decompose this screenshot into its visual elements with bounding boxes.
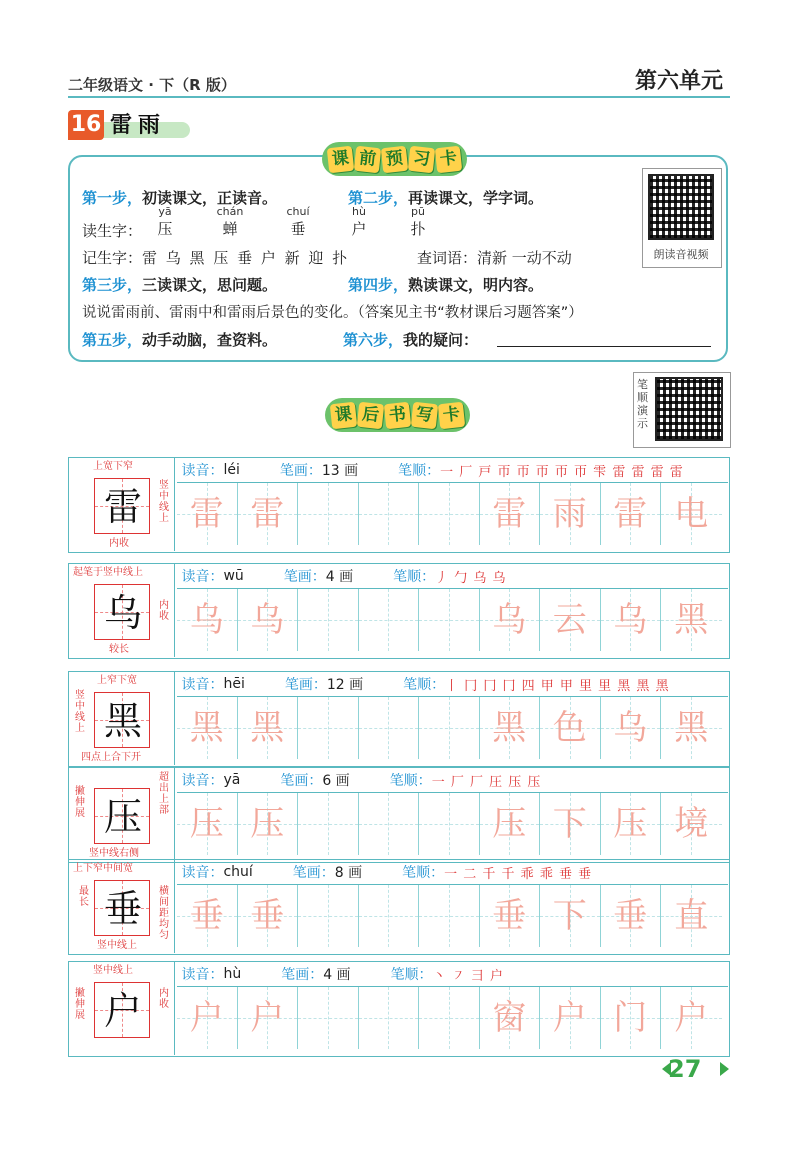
practice-cell[interactable] xyxy=(540,589,601,651)
read-char-1 xyxy=(150,205,180,239)
trace-character: 黑 xyxy=(189,708,224,748)
trace-character: 垂 xyxy=(250,896,285,936)
reading-label: 读音： xyxy=(177,773,224,789)
model-character: 乌 xyxy=(103,591,142,635)
practice-area xyxy=(177,962,728,1049)
model-character-cell xyxy=(69,768,175,861)
practice-cell[interactable] xyxy=(601,885,662,947)
practice-cells xyxy=(177,589,728,651)
writing-tip: 上宽下窄 xyxy=(93,461,133,472)
strokes-label: 笔画： xyxy=(283,569,326,585)
writing-row xyxy=(68,767,730,863)
stroke-count: 13 画 xyxy=(321,463,359,479)
pinyin: hù xyxy=(352,205,366,218)
reading-label: 读音： xyxy=(177,569,224,585)
reading-label: 读音： xyxy=(177,967,224,983)
strokes-label: 笔画： xyxy=(281,967,324,983)
practice-cell[interactable] xyxy=(298,697,359,759)
writing-tip: 内收 xyxy=(159,988,169,1010)
character-info xyxy=(177,564,728,589)
practice-cell[interactable] xyxy=(480,697,541,759)
trace-character: 雷 xyxy=(250,494,285,534)
writing-row xyxy=(68,671,730,767)
trace-character: 压 xyxy=(492,804,527,844)
practice-cell[interactable] xyxy=(298,793,359,855)
writing-tip: 内收 xyxy=(159,600,169,622)
writing-card-badge xyxy=(325,398,470,432)
tian-grid-box xyxy=(94,982,150,1038)
read-char: 扑 xyxy=(410,220,426,238)
stroke-order: 丨 冂 冂 冂 四 甲 甲 里 里 黑 黑 黑 xyxy=(445,678,670,694)
order-label: 笔顺： xyxy=(403,677,446,693)
preview-card-badge xyxy=(322,142,467,176)
practice-cell[interactable] xyxy=(359,885,420,947)
practice-cell[interactable] xyxy=(238,793,299,855)
step-2-text: 再读课文，学字词。 xyxy=(408,189,544,207)
practice-cell[interactable] xyxy=(298,987,359,1049)
remember-characters xyxy=(82,247,349,268)
writing-tip: 横间距均匀 xyxy=(159,886,169,941)
pinyin: hēi xyxy=(223,676,245,692)
pinyin: chán xyxy=(216,205,244,218)
practice-area xyxy=(177,458,728,545)
trace-character: 户 xyxy=(189,998,224,1038)
practice-cell[interactable] xyxy=(661,885,722,947)
stroke-order: 一 厂 厂 圧 压 压 xyxy=(431,774,542,790)
practice-cell[interactable] xyxy=(177,483,238,545)
step-2-label: 第二步， xyxy=(348,189,409,207)
writing-tip: 竖中线上 xyxy=(97,940,137,951)
read-char: 压 xyxy=(157,220,173,238)
badge-char: 后 xyxy=(357,401,384,428)
trace-character: 下 xyxy=(552,896,587,936)
practice-cell[interactable] xyxy=(661,793,722,855)
order-label: 笔顺： xyxy=(390,967,433,983)
practice-cell[interactable] xyxy=(359,697,420,759)
strokes-label: 笔画： xyxy=(280,773,323,789)
practice-cell[interactable] xyxy=(601,793,662,855)
trace-character: 黑 xyxy=(492,708,527,748)
practice-cell[interactable] xyxy=(661,483,722,545)
practice-area xyxy=(177,860,728,947)
unit-title: 第六单元 xyxy=(635,69,724,94)
model-character-cell xyxy=(69,962,175,1055)
trace-character: 雷 xyxy=(492,494,527,534)
trace-character: 黑 xyxy=(674,600,709,640)
trace-character: 雷 xyxy=(613,494,648,534)
pinyin: léi xyxy=(223,462,240,478)
badge-char: 写 xyxy=(411,401,438,428)
trace-character: 门 xyxy=(613,998,648,1038)
pinyin: chuí xyxy=(286,205,310,218)
order-label: 笔顺： xyxy=(398,463,441,479)
lesson-number: 16 xyxy=(68,110,104,140)
model-character: 垂 xyxy=(103,887,142,931)
practice-cell[interactable] xyxy=(540,987,601,1049)
writing-tip: 上下窄中间宽 xyxy=(73,863,133,874)
practice-cell[interactable] xyxy=(419,987,480,1049)
character-info xyxy=(177,458,728,483)
step-5-text: 动手动脑，查资料。 xyxy=(142,331,278,349)
badge-char: 卡 xyxy=(435,145,462,172)
practice-area xyxy=(177,672,728,759)
practice-cell[interactable] xyxy=(419,885,480,947)
practice-cell[interactable] xyxy=(419,793,480,855)
badge-char: 课 xyxy=(327,145,354,172)
writing-tip: 起笔于竖中线上 xyxy=(73,567,143,578)
writing-tip: 撇伸展 xyxy=(75,988,85,1021)
practice-cell[interactable] xyxy=(177,589,238,651)
read-char-2 xyxy=(210,205,250,239)
step-4-label: 第四步， xyxy=(348,276,409,294)
step-6-label: 第六步， xyxy=(343,331,404,349)
trace-character: 雷 xyxy=(189,494,224,534)
tian-grid-box xyxy=(94,478,150,534)
read-char-4 xyxy=(344,205,374,239)
writing-tip: 竖中线上 xyxy=(93,965,133,976)
practice-cell[interactable] xyxy=(359,589,420,651)
badge-char: 课 xyxy=(330,401,357,428)
writing-tip: 撇伸展 xyxy=(75,786,85,819)
model-character-cell xyxy=(69,860,175,953)
step-5 xyxy=(82,329,277,350)
question-answer-line[interactable] xyxy=(497,346,711,347)
next-page-arrow-icon[interactable] xyxy=(720,1062,729,1076)
step-3-label: 第三步， xyxy=(82,276,143,294)
trace-character: 垂 xyxy=(492,896,527,936)
discussion-question: 说说雷雨前、雷雨中和雷雨后景色的变化。（答案见主书“教材课后习题答案”） xyxy=(82,305,583,321)
reading-label: 读音： xyxy=(177,677,224,693)
stroke-order: 一 二 千 千 乖 乖 垂 垂 xyxy=(444,866,593,882)
lesson-title: 雷雨 xyxy=(110,113,167,138)
practice-cell[interactable] xyxy=(238,885,299,947)
step-2 xyxy=(348,187,543,208)
pinyin: yā xyxy=(158,205,172,218)
trace-character: 压 xyxy=(189,804,224,844)
remember-chars: 雷 乌 黑 压 垂 户 新 迎 扑 xyxy=(142,249,350,267)
trace-character: 电 xyxy=(674,494,709,534)
order-label: 笔顺： xyxy=(393,569,436,585)
lookup-text: 清新 一动不动 xyxy=(477,249,572,267)
pinyin: wū xyxy=(223,568,244,584)
practice-cell[interactable] xyxy=(480,987,541,1049)
practice-cell[interactable] xyxy=(480,793,541,855)
stroke-qr-caption: 笔顺演示 xyxy=(637,378,648,430)
practice-cell[interactable] xyxy=(359,793,420,855)
step-4 xyxy=(348,274,543,295)
read-char: 蝉 xyxy=(222,220,238,238)
stroke-count: 12 画 xyxy=(326,677,364,693)
practice-cell[interactable] xyxy=(177,885,238,947)
tian-grid-box xyxy=(94,584,150,640)
trace-character: 直 xyxy=(674,896,709,936)
trace-character: 黑 xyxy=(674,708,709,748)
pinyin: pū xyxy=(411,205,425,218)
trace-character: 压 xyxy=(613,804,648,844)
stroke-count: 6 画 xyxy=(322,773,350,789)
writing-tip: 上窄下宽 xyxy=(97,675,137,686)
practice-cell[interactable] xyxy=(661,589,722,651)
reading-qr-code[interactable] xyxy=(648,174,714,240)
practice-cell[interactable] xyxy=(298,885,359,947)
practice-cell[interactable] xyxy=(661,987,722,1049)
trace-character: 户 xyxy=(552,998,587,1038)
practice-cell[interactable] xyxy=(480,885,541,947)
practice-cell[interactable] xyxy=(238,589,299,651)
model-character: 雷 xyxy=(103,485,142,529)
lookup-words xyxy=(417,247,572,268)
remember-label: 记生字： xyxy=(82,249,143,267)
writing-tip: 竖中线上 xyxy=(75,690,85,734)
character-info xyxy=(177,962,728,987)
model-character: 压 xyxy=(103,795,142,839)
badge-char: 前 xyxy=(354,145,381,172)
step-1-text: 初读课文，正读音。 xyxy=(142,189,278,207)
practice-cell[interactable] xyxy=(238,483,299,545)
writing-row xyxy=(68,859,730,955)
model-character-cell xyxy=(69,672,175,765)
read-char: 户 xyxy=(351,220,367,238)
stroke-order: 丶 ㇇ 彐 户 xyxy=(432,968,504,984)
practice-area xyxy=(177,564,728,651)
practice-cell[interactable] xyxy=(238,697,299,759)
practice-cell[interactable] xyxy=(359,987,420,1049)
practice-cell[interactable] xyxy=(419,483,480,545)
trace-character: 压 xyxy=(250,804,285,844)
practice-cell[interactable] xyxy=(601,697,662,759)
stroke-count: 8 画 xyxy=(334,865,363,881)
page-number: 27 xyxy=(668,1055,702,1083)
practice-cell[interactable] xyxy=(298,483,359,545)
trace-character: 窗 xyxy=(492,998,527,1038)
reading-label: 读音： xyxy=(177,865,224,881)
practice-cell[interactable] xyxy=(601,987,662,1049)
read-char-5 xyxy=(403,205,433,239)
tian-grid-box xyxy=(94,880,150,936)
book-title: 二年级语文 · 下（R 版） xyxy=(68,76,236,94)
trace-character: 垂 xyxy=(189,896,224,936)
strokes-label: 笔画： xyxy=(279,463,322,479)
step-4-text: 熟读课文，明内容。 xyxy=(408,276,544,294)
step-3-text: 三读课文，思问题。 xyxy=(142,276,278,294)
trace-character: 户 xyxy=(674,998,709,1038)
stroke-count: 4 画 xyxy=(325,569,354,585)
strokes-label: 笔画： xyxy=(284,677,327,693)
practice-cell[interactable] xyxy=(540,793,601,855)
step-6 xyxy=(343,329,478,350)
practice-cell[interactable] xyxy=(177,697,238,759)
character-info xyxy=(177,768,728,793)
trace-character: 垂 xyxy=(613,896,648,936)
trace-character: 乌 xyxy=(613,708,648,748)
practice-cell[interactable] xyxy=(359,483,420,545)
writing-tip: 最长 xyxy=(79,886,89,908)
practice-cells xyxy=(177,483,728,545)
model-character-cell xyxy=(69,564,175,657)
pinyin: yā xyxy=(223,772,241,788)
writing-tip: 超出上部 xyxy=(159,772,169,816)
practice-cell[interactable] xyxy=(238,987,299,1049)
model-character: 户 xyxy=(103,989,142,1033)
practice-cells xyxy=(177,697,728,759)
trace-character: 乌 xyxy=(613,600,648,640)
writing-tip: 竖中线右侧 xyxy=(89,848,139,859)
reading-label: 读音： xyxy=(177,463,224,479)
writing-row xyxy=(68,457,730,553)
practice-cell[interactable] xyxy=(419,589,480,651)
writing-tip: 竖中线上 xyxy=(159,480,169,524)
practice-cells xyxy=(177,885,728,947)
practice-cell[interactable] xyxy=(601,589,662,651)
practice-cell[interactable] xyxy=(540,483,601,545)
model-character-cell xyxy=(69,458,175,551)
stroke-order: 丿 勹 乌 乌 xyxy=(435,570,507,586)
trace-character: 色 xyxy=(552,708,587,748)
step-6-text: 我的疑问： xyxy=(403,331,479,349)
character-info xyxy=(177,672,728,697)
practice-cell[interactable] xyxy=(298,589,359,651)
writing-tip: 四点上合下开 xyxy=(81,752,141,763)
writing-tip: 较长 xyxy=(109,644,129,655)
practice-cells xyxy=(177,987,728,1049)
tian-grid-box xyxy=(94,692,150,748)
stroke-count: 4 画 xyxy=(323,967,351,983)
writing-tip: 内收 xyxy=(109,538,129,549)
badge-char: 卡 xyxy=(438,401,465,428)
practice-cell[interactable] xyxy=(480,483,541,545)
order-label: 笔顺： xyxy=(402,865,445,881)
trace-character: 乌 xyxy=(189,600,224,640)
read-characters xyxy=(82,220,142,241)
practice-cell[interactable] xyxy=(540,697,601,759)
pinyin: hù xyxy=(223,966,242,982)
trace-character: 乌 xyxy=(250,600,285,640)
header-divider xyxy=(68,96,730,98)
practice-cell[interactable] xyxy=(661,697,722,759)
practice-cell[interactable] xyxy=(177,987,238,1049)
model-character: 黑 xyxy=(103,699,142,743)
badge-char: 书 xyxy=(384,401,411,428)
stroke-order: 一 厂 戸 帀 帀 帀 帀 帀 雫 雷 雷 雷 雷 xyxy=(440,464,684,480)
practice-cells xyxy=(177,793,728,855)
trace-character: 下 xyxy=(552,804,587,844)
practice-cell[interactable] xyxy=(419,697,480,759)
practice-cell[interactable] xyxy=(480,589,541,651)
strokes-label: 笔画： xyxy=(292,865,335,881)
step-1-label: 第一步， xyxy=(82,189,143,207)
practice-cell[interactable] xyxy=(540,885,601,947)
read-char-3 xyxy=(278,205,318,239)
lookup-label: 查词语： xyxy=(417,249,478,267)
pinyin: chuí xyxy=(223,864,253,880)
read-label: 读生字： xyxy=(82,222,143,240)
step-5-label: 第五步， xyxy=(82,331,143,349)
practice-cell[interactable] xyxy=(601,483,662,545)
character-info xyxy=(177,860,728,885)
practice-cell[interactable] xyxy=(177,793,238,855)
trace-character: 黑 xyxy=(250,708,285,748)
writing-row xyxy=(68,563,730,659)
writing-row xyxy=(68,961,730,1057)
reading-qr-caption: 朗读音视频 xyxy=(653,248,709,261)
badge-char: 预 xyxy=(381,145,408,172)
trace-character: 户 xyxy=(250,998,285,1038)
tian-grid-box xyxy=(94,788,150,844)
trace-character: 乌 xyxy=(492,600,527,640)
step-3 xyxy=(82,274,277,295)
stroke-qr-code[interactable] xyxy=(655,377,723,441)
trace-character: 云 xyxy=(552,600,587,640)
trace-character: 雨 xyxy=(552,494,587,534)
practice-area xyxy=(177,768,728,855)
badge-char: 习 xyxy=(408,145,435,172)
trace-character: 境 xyxy=(674,804,709,844)
read-char: 垂 xyxy=(290,220,306,238)
order-label: 笔顺： xyxy=(389,773,432,789)
